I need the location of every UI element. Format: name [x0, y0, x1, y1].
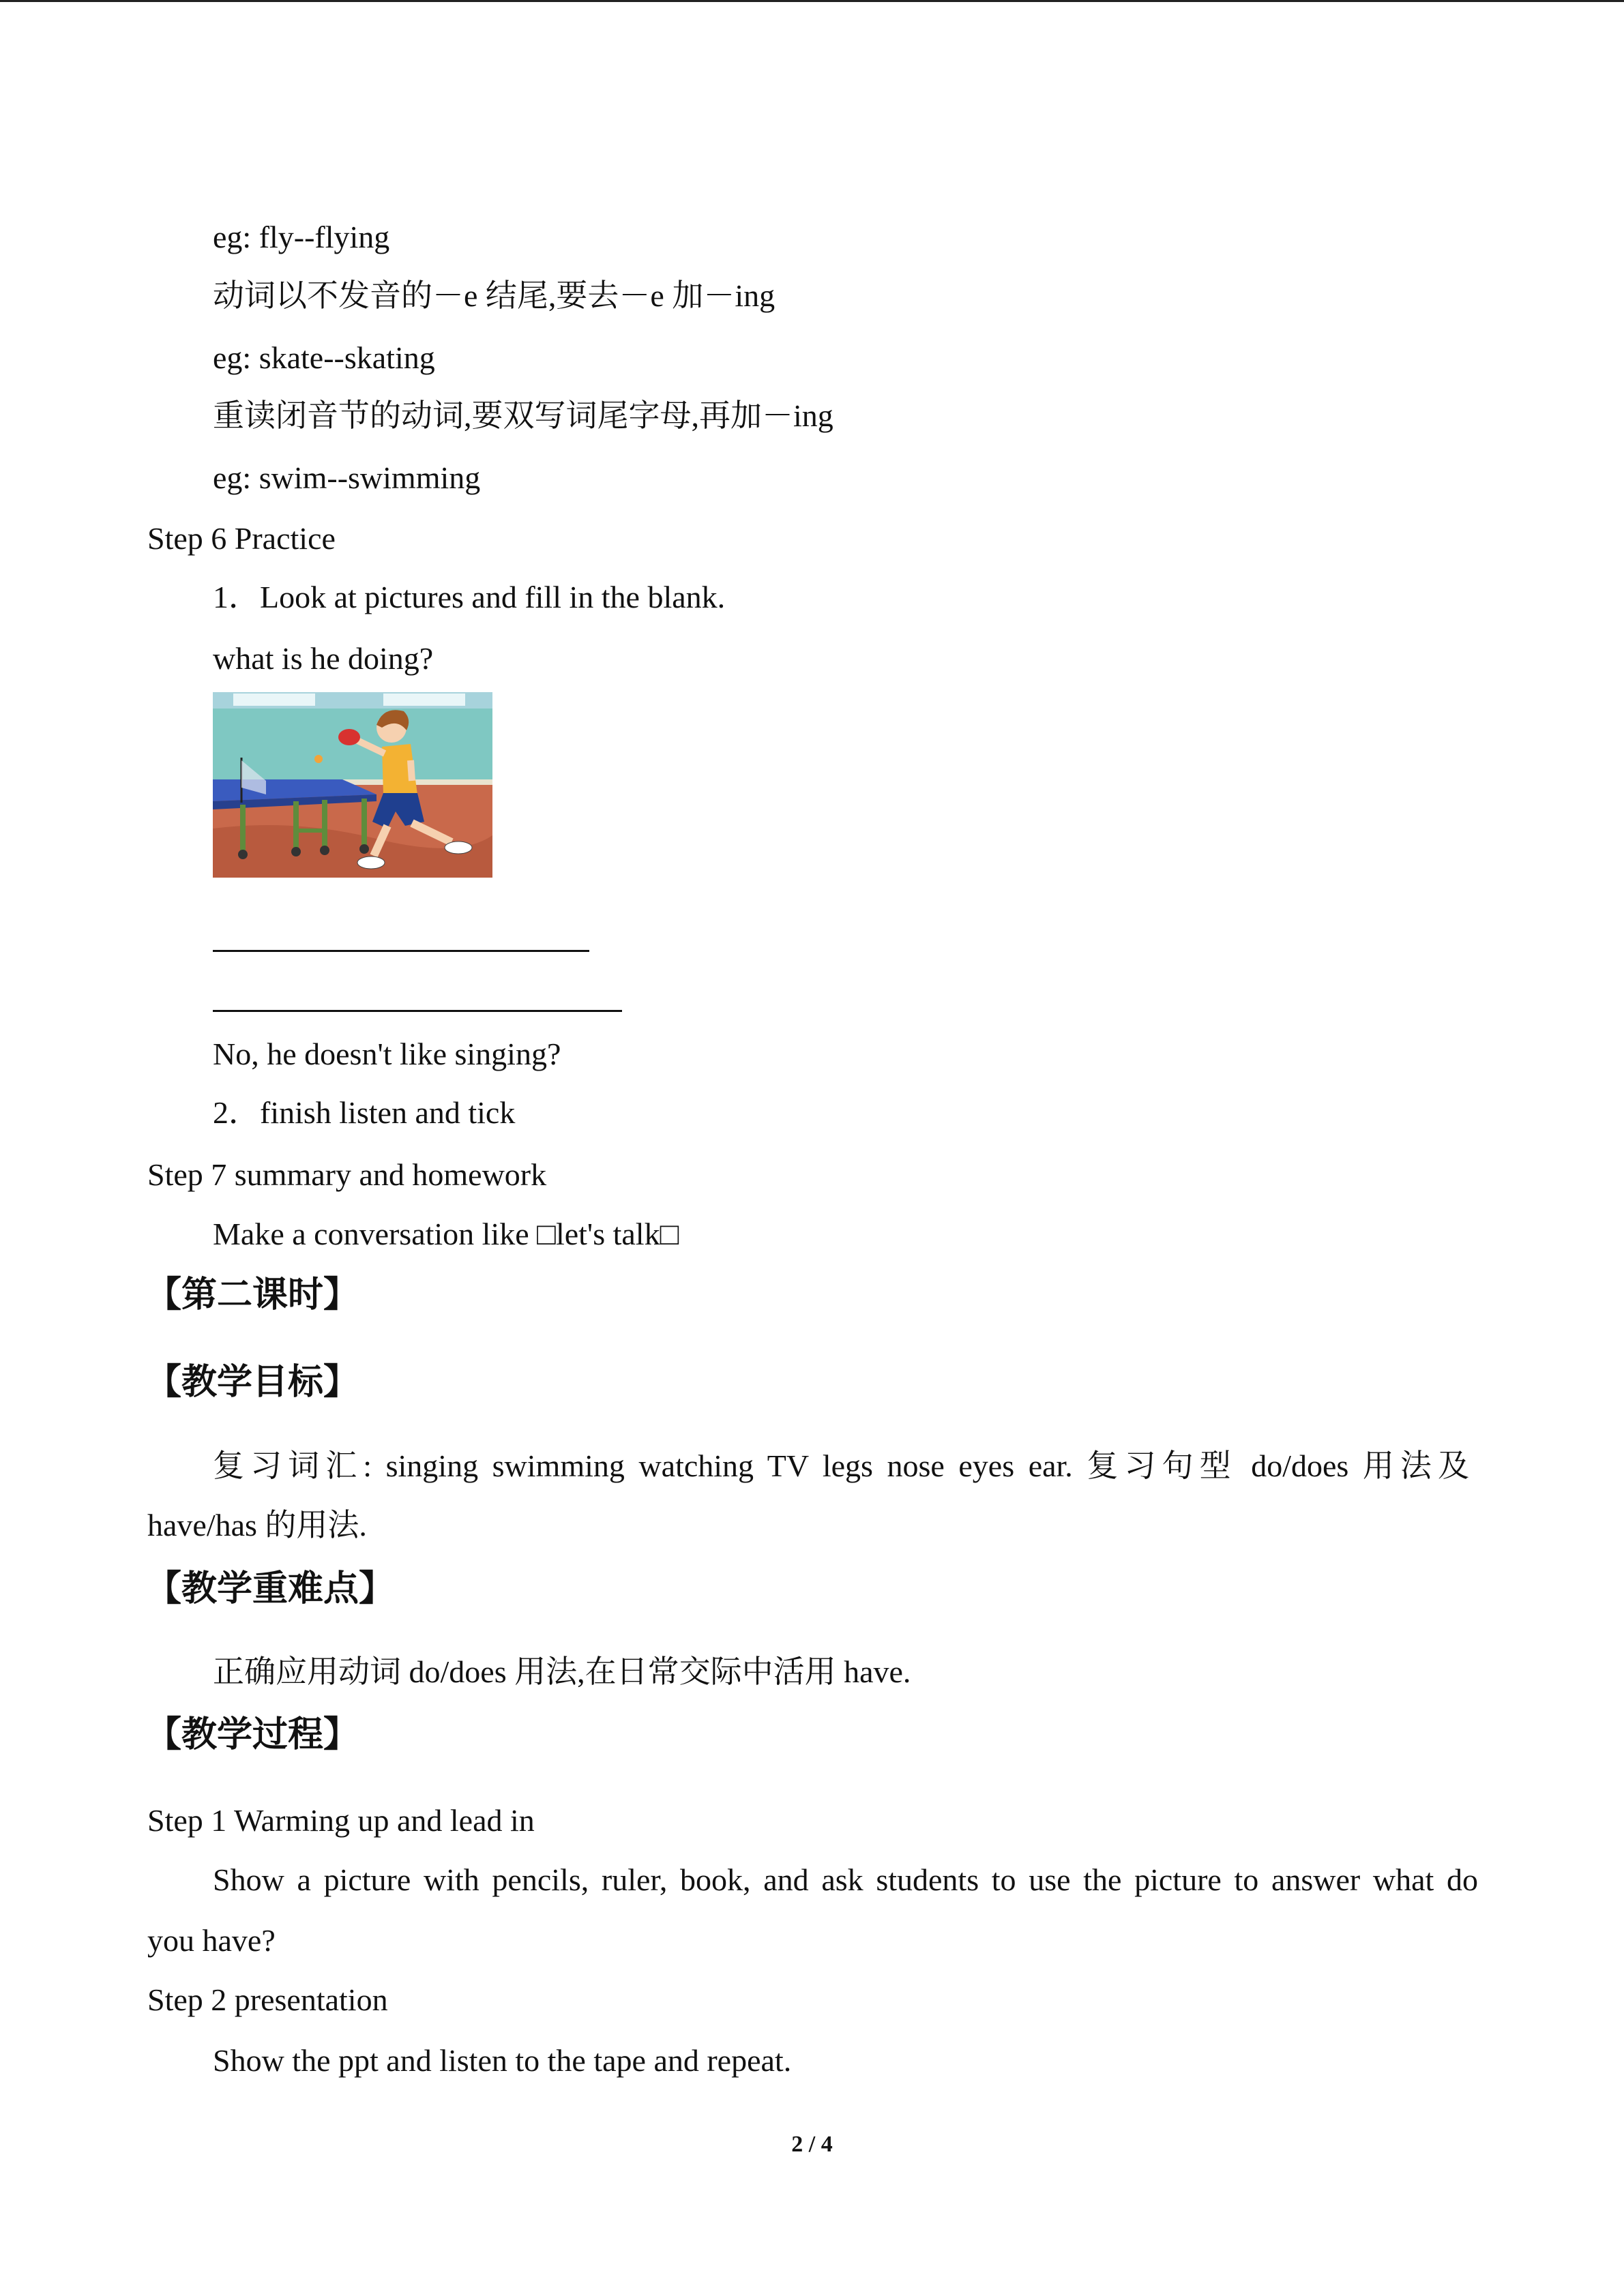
rule-double-consonant: 重读闭音节的动词,要双写词尾字母,再加－ing — [213, 398, 833, 433]
task2-text: 2．finish listen and tick — [213, 1095, 516, 1130]
process-heading: 【教学过程】 — [146, 1714, 359, 1755]
lesson2-heading: 【第二课时】 — [146, 1274, 359, 1315]
goals-text-line1: 复习词汇: singing swimming watching TV legs nose eyes ear. 复习句型 do/does 用法及 — [213, 1448, 1469, 1483]
goals-text-line2: have/has 的用法. — [147, 1508, 367, 1542]
conversation-task: Make a conversation like □let's talk□ — [213, 1217, 679, 1251]
step2-text: Show the ppt and listen to the tape and repeat. — [213, 2043, 792, 2078]
task1-text: 1．Look at pictures and fill in the blank. — [213, 580, 726, 614]
page-top-border — [0, 0, 1624, 2]
step6-heading: Step 6 Practice — [147, 521, 336, 556]
step1-heading: Step 1 Warming up and lead in — [147, 1803, 535, 1838]
rule-silent-e: 动词以不发音的－e 结尾,要去－e 加－ing — [213, 278, 776, 313]
step1-text-line1: Show a picture with pencils, ruler, book, and ask students to use the picture to answer what do — [213, 1862, 1478, 1897]
goals-heading: 【教学目标】 — [146, 1362, 359, 1403]
example-skate: eg: skate--skating — [213, 340, 435, 375]
step2-heading: Step 2 presentation — [147, 1982, 388, 2017]
page-number: 2 / 4 — [791, 2132, 833, 2157]
keypoints-text: 正确应用动词 do/does 用法,在日常交际中活用 have. — [213, 1654, 911, 1689]
example-fly: eg: fly--flying — [213, 220, 390, 254]
question-text: what is he doing? — [213, 641, 434, 676]
keypoints-heading: 【教学重难点】 — [146, 1568, 395, 1609]
answer-blank-2 — [213, 1010, 622, 1012]
step1-text-line2: you have? — [147, 1923, 276, 1958]
step7-heading: Step 7 summary and homework — [147, 1157, 547, 1192]
answer-blank-1 — [213, 950, 589, 952]
example-swim: eg: swim--swimming — [213, 460, 481, 495]
ping-pong-boy-illustration — [213, 692, 492, 878]
answer-text: No, he doesn't like singing? — [213, 1037, 561, 1071]
